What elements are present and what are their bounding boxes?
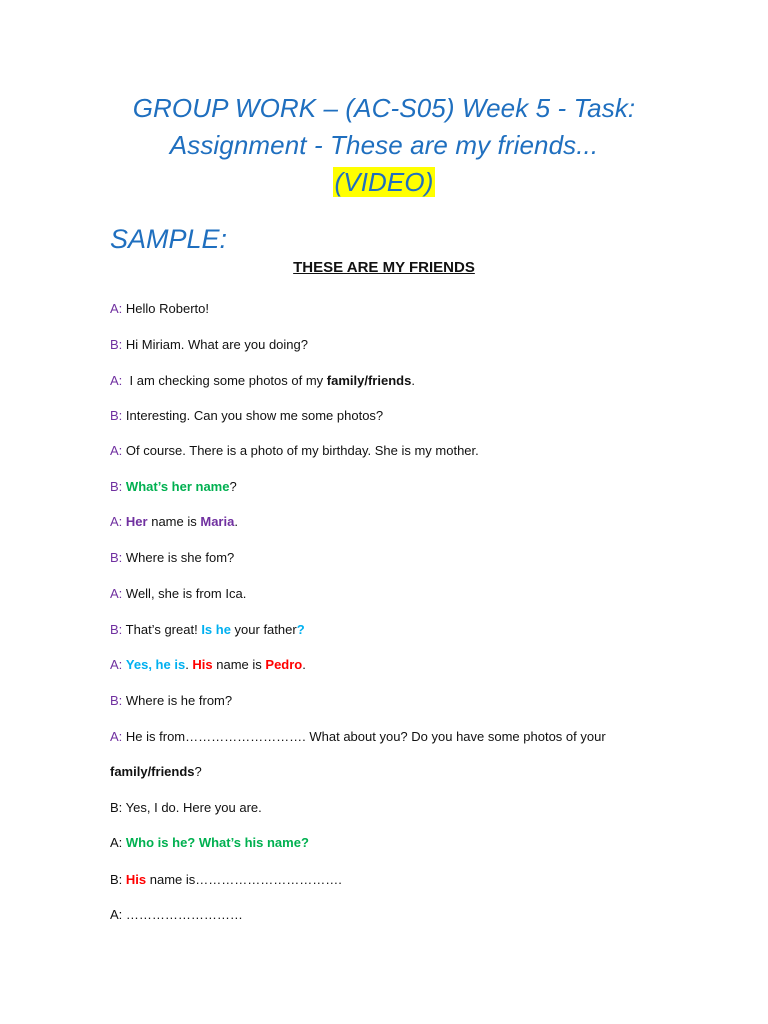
speaker-label: B: (110, 550, 123, 565)
highlighted-text: ? (296, 622, 305, 637)
dialogue-line (110, 763, 202, 781)
title-line-3 (0, 164, 768, 201)
speaker-label: A: (110, 443, 123, 458)
dialogue-line (110, 372, 415, 390)
highlighted-text: What’s her name (125, 479, 230, 494)
line-text: name is (212, 657, 266, 672)
line-text: . (302, 657, 306, 672)
speaker-label: B: (110, 337, 123, 352)
line-text: Of course. There is a photo of my birthday. She is my mother. (122, 443, 479, 458)
dialogue-line (110, 834, 309, 852)
line-text: Well, she is from Ica. (122, 586, 247, 601)
video-highlight: (VIDEO) (334, 167, 434, 197)
line-text: That’s great! (122, 622, 202, 637)
line-text: Hello Roberto! (122, 301, 210, 316)
speaker-label: A: (110, 301, 123, 316)
speaker-label: B: (110, 408, 123, 423)
line-text: Where is she fom? (122, 550, 235, 565)
line-text: B: Yes, I do. Here you are. (110, 800, 262, 815)
line-text: Hi Miriam. What are you doing? (122, 337, 308, 352)
dialogue-line (110, 478, 237, 496)
line-text: . (234, 514, 238, 529)
line-text: . (411, 373, 415, 388)
highlighted-text: Maria (200, 514, 235, 529)
highlighted-text: His (192, 657, 213, 672)
line-text: name is……………………………. (146, 872, 342, 887)
dialogue-line (110, 513, 238, 531)
bold-text: family/friends (110, 764, 195, 779)
dialogue-line (110, 871, 342, 889)
dialogue-line (110, 300, 209, 318)
dialogue-line (110, 656, 306, 674)
dialogue-line (110, 442, 479, 460)
highlighted-text: Who is he? What’s his name? (125, 835, 309, 850)
dialogue-line (110, 336, 308, 354)
line-text: ? (194, 764, 202, 779)
line-text: Where is he from? (122, 693, 233, 708)
document-title (0, 90, 768, 201)
highlighted-text: Is he (201, 622, 231, 637)
line-text: . (185, 657, 193, 672)
title-line-1: GROUP WORK – (AC-S05) Week 5 - Task: (132, 93, 636, 123)
line-text: A: ……………………… (110, 907, 243, 922)
line-text: B: (110, 872, 126, 887)
dialogue-line (110, 621, 305, 639)
dialogue-title: THESE ARE MY FRIENDS (293, 259, 475, 276)
line-text: your father (230, 622, 297, 637)
speaker-label: B: (110, 479, 123, 494)
speaker-label: B: (110, 693, 123, 708)
highlighted-text: Her (125, 514, 148, 529)
dialogue-line (110, 799, 262, 817)
speaker-label: A: (110, 729, 123, 744)
bold-text: family/friends (326, 373, 412, 388)
line-text: name is (147, 514, 201, 529)
dialogue-line (110, 585, 246, 603)
section-label: SAMPLE: (110, 224, 228, 254)
speaker-label: A: (110, 657, 123, 672)
speaker-label: A: (110, 586, 123, 601)
dialogue-line (110, 906, 243, 924)
line-text: ? (229, 479, 237, 494)
line-text: A: (110, 835, 126, 850)
highlighted-text: His (125, 872, 147, 887)
highlighted-text: Pedro (265, 657, 303, 672)
line-text: Interesting. Can you show me some photos? (122, 408, 384, 423)
dialogue-line (110, 728, 606, 746)
dialogue-line (110, 549, 234, 567)
line-text: He is from………………………. What about you? Do you have some photos of your (122, 729, 606, 744)
speaker-label: A: (110, 514, 123, 529)
dialogue-line (110, 692, 232, 710)
line-text: I am checking some photos of my (122, 373, 327, 388)
dialogue-line (110, 407, 383, 425)
title-line-2: Assignment - These are my friends... (169, 130, 599, 160)
speaker-label: B: (110, 622, 123, 637)
speaker-label: A: (110, 373, 123, 388)
highlighted-text: Yes, he is (125, 657, 186, 672)
